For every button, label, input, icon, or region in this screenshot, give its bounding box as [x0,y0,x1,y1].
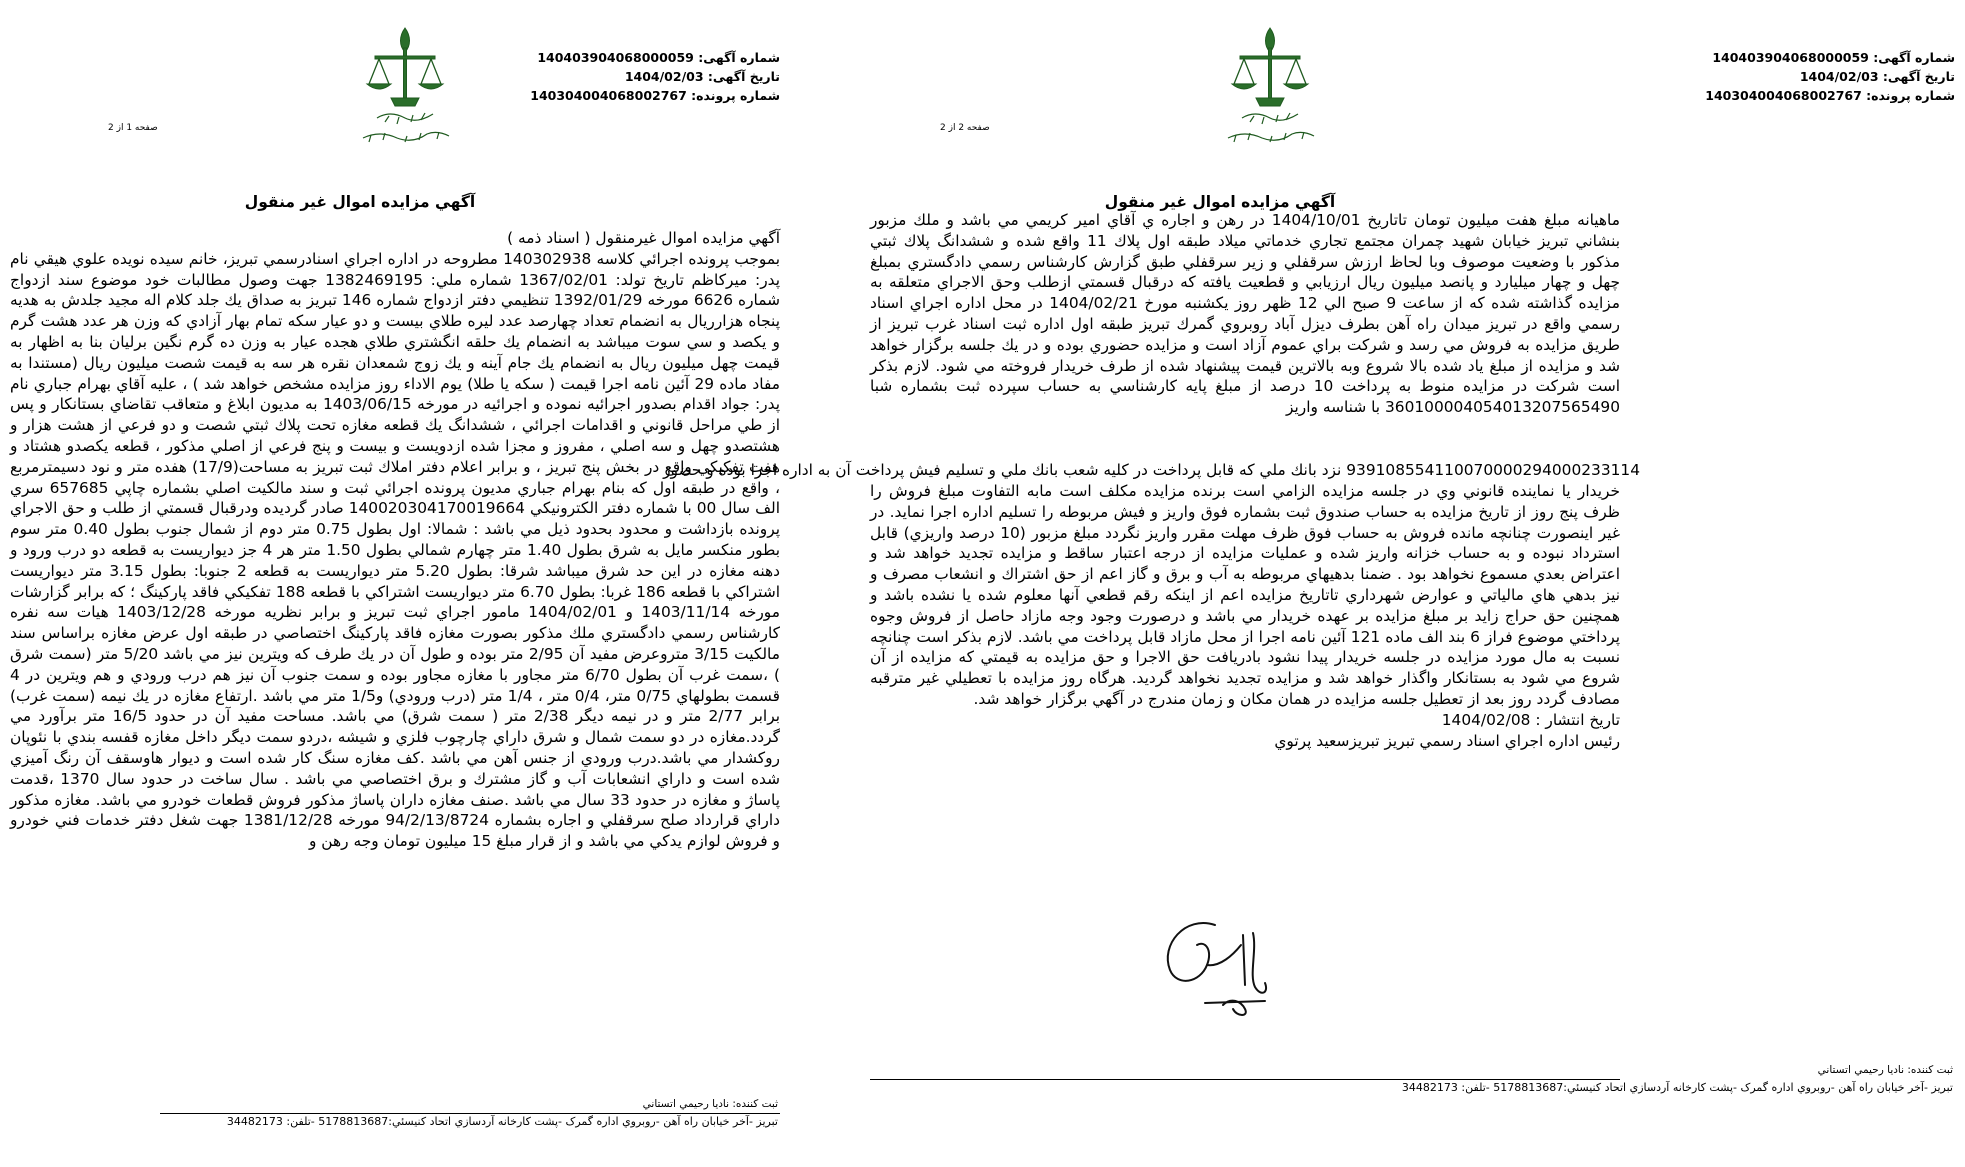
signature-icon [1145,905,1275,1025]
document-page-1 [0,0,790,1167]
page-number: صفحه 1 از 2 [108,123,158,133]
page-number: صفحه 2 از 2 [940,123,990,133]
footer-divider [160,1113,780,1114]
body-text [870,210,1620,418]
body-text [10,228,780,852]
ad-number: شماره آگهی: 140403904068000059 [537,50,780,65]
signatory: رئيس اداره اجراي اسناد رسمي تبريز تبريزسعيد پرتوي [1274,731,1620,750]
ad-number: شماره آگهی: 140403904068000059 [1712,50,1955,65]
footer-address: تبريز -آخر خيابان راه آهن -روبروي اداره گمرک -پشت كارخانه آردسازي اتحاد كنيسئي:5178813687 -تلفن: 34482173 [1401,1081,1953,1094]
registrar-label: ثبت کننده: ناديا رحيمي اتستاني [642,1098,778,1110]
body-text-continued [870,481,1620,751]
document-page-2 [663,0,1965,1167]
judiciary-emblem-icon [355,18,455,148]
body-paragraph-1: ماهيانه مبلغ هفت ميليون تومان تاتاريخ 1404/10/01 در رهن و اجاره ي آقاي امير كريمي مي باشد و ملك مزبور بنشاني تبريز خيابان شهيد چمران مجتمع تجاري خدماتي ميلاد طبقه اول پلاك 11 واقع شده و ششدانگ پلاك ثبتي مذكور با وضعيت موصوف وبا لحاظ ارزش سرقفلي و زير سرقفلي طبق گزارش كارشناس رسمي دادگستري بمبلغ چهل و چهار ميليارد و پانصد ميليون ريال ارزيابي و قطعيت يافته كه درقبال قسمتي ازطلب وحق الاجراي متعلقه به مزايده گذاشته شده كه از ساعت 9 صبح الي 12 ظهر روز يكشنبه مورخ 1404/02/21 در محل اداره اجراي اسناد رسمي واقع در تبريز ميدان راه آهن بطرف ديزل آباد روبروي گمرك تبريز طبقه اول اداره ثبت اسناد غرب تبريز از طريق مزايده به فروش مي رسد و شركت براي عموم آزاد است و مزايده حضوري بوده و در يك جلسه برگزار خواهد شد و مزايده از مبلغ ياد شده بالا شروع وبه بالاترين قيمت پيشنهاد شده از طرف خريدار فروخته مي شود. لازم بذكر است شركت در مزايده منوط به پرداخت 10 درصد از مبلغ پايه كارشناسي به حساب سپرده ثبت بشماره شبا 360100004054013207565490 با شناسه واريز [870,211,1620,417]
ad-date: تاریخ آگهی: 1404/02/03 [1799,69,1955,84]
ad-meta [530,48,780,105]
judiciary-emblem-icon [1220,18,1320,148]
body-paragraph-2: خريدار يا نماينده قانوني وي در جلسه مزايده الزامي است برنده مزايده مكلف است مابه التفاوت مبلغ فروش را ظرف پنج روز از تاريخ مزايده به حساب صندوق ثبت بشماره فوق واريز و فيش مربوطه را تسليم اداره اجرا نمايد. در غير اينصورت چنانچه مانده فروش به حساب فوق ظرف مهلت مقرر واريز نگردد مبلغ مزبور (10 درصد واريزي) قابل استرداد نبوده و به حساب خزانه واريز شده و عمليات مزايده از درجه اعتبار ساقط و مزايده تجديد خواهد شد و اعتراض بعدي مسموع نخواهد بود . ضمنا بدهيهاي مربوطه به آب و برق و گاز اعم از حق اشتراك و انشعاب مصرف و نيز بدهي هاي مالياتي و عوارض شهرداري تاتاريخ مزايده اعم از اينكه رقم قطعي آنها معلوم شده يا نشده باشد و همچنين حق حراج زايد بر مبلغ مزايده بر عهده خريدار مي باشد و درصورت وجود وجه مازاد حاصل از فروش وجوه پرداختي موضوع فراز 6 بند الف ماده 121 آئين نامه اجرا از محل مازاد قابل پرداخت مي باشد. لازم بذكر است چنانچه نسبت به مال مورد مزايده در جلسه خريدار پيدا نشود بادريافت حق الاجرا و حق مزايده به قيمتي كه مزايده از آن شروع مي شود به بستانكار واگذار خواهد شد و مزايده تجديد نخواهد گرديد. هرگاه روز مزايده با تعطيلي غير مترقبه مصادف گردد روز بعد از تعطيل جلسه مزايده در همان مكان و زمان مندرج در آگهي برگزار خواهد شد. [870,482,1620,708]
subtitle: آگهي مزايده اموال غيرمنقول ( اسناد ذمه ) [507,229,780,247]
footer-divider [870,1079,1620,1080]
iban-line [663,460,1640,481]
ad-meta [1705,48,1955,105]
iban-text: 939108554110070000294000233114 نزد بانك ملي كه قابل پرداخت در كليه شعب بانك ملي و تسليم فيش پرداخت آن به اداره اجرا بوده و حضور [663,461,1640,479]
footer-address: تبريز -آخر خيابان راه آهن -روبروي اداره گمرک -پشت كارخانه آردسازي اتحاد كنيسئي:5178813687 -تلفن: 34482173 [226,1115,778,1128]
registrar-label: ثبت کننده: ناديا رحيمي اتستاني [1817,1064,1953,1076]
body-paragraph: بموجب پرونده اجرائي كلاسه 140302938 مطروحه در اداره اجراي اسنادرسمي تبريز، خانم سيده نويده علوي هيقي نام پدر: ميركاظم تاريخ تولد: 1367/02/01 شماره ملي: 1382469195 جهت وصول مطالبات خود موضوع سند ازدواج شماره 6626 مورخه 1392/01/29 تنظيمي دفتر ازدواج شماره 146 تبريز به صداق يك جلد كلام اله مجيد جلدش به هديه پنجاه هزارريال به انضمام تعداد چهارصد عدد ليره طلاي بيست و دو عيار سكه تمام بهار آزادي كه وزن هر عدد هشت گرم و يكصد و سي سوت ميباشد به انضمام يك حلقه انگشتري طلاي هجده عيار به وزن ده گرم نگين برليان بنا به اظهار به قيمت چهل ميليون ريال به انضمام يك جام آينه و يك زوج شمعدان نقره هر سه به قيمت شصت ميليون ريال (مستندا به مفاد ماده 29 آئين نامه اجرا قيمت ( سكه يا طلا) يوم الاداء روز مزايده مشخص خواهد شد ) ، عليه آقاي بهرام جباري نام پدر: جواد اقدام بصدور اجرائيه نموده و اجرائيه در مورخه 1403/06/15 به مديون ابلاغ و متعاقب تقاضاي بستانكار و پس از طي مراحل قانوني و اقدامات اجرائي ، ششدانگ يك قطعه مغازه تحت پلاك ثبتي شصت و دو فرعي از هشت هزار و هشتصدو چهل و سه اصلي ، مفروز و مجزا شده ازدويست و بيست و پنج فرعي از اصلي مذكور ، قطعه يكصدو هشتاد و هفت تفكيكي واقع در بخش پنج تبريز ، و برابر اعلام دفتر املاك ثبت تبريز به مساحت(17/9) هفده متر و نود دسيمترمربع ، واقع در طبقه اول كه بنام بهرام جباري مديون پرونده اجرائي ثبت و سند مالكيت اصلي بشماره چاپي 657685 سري الف سال 00 با شماره دفتر الكترونيكي 140020304170019664 صادر گرديده ودرقبال قسمتي از طلب و حق الاجراي پرونده بازداشت و محدود بحدود ذيل مي باشد : شمالا: اول بطول 0.75 متر دوم از شمال جنوب بطول 0.40 متر سوم بطور منكسر مايل به شرق بطول 1.40 متر چهارم شمالي بطول 1.50 متر هر 4 جز ديواريست به قطعه دو درب ورود و دهنه مغازه در اين حد شرق ميباشد شرقا: بطول 5.20 متر ديواريست به قطعه 2 جنوبا: بطول 3.15 متر ديواريست اشتراكي با قطعه 186 غربا: بطول 6.70 متر ديواريست اشتراكي با قطعه 188 تفكيكي فاقد پاركينگ ؛ كه برابر گزارشات مورخه 1403/11/14 و 1404/02/01 مامور اجراي ثبت تبريز و برابر نظريه مورخه 1403/12/28 هيات سه نفره كارشناس رسمي دادگستري ملك مذكور بصورت مغازه فاقد پاركينگ اختصاصي در طبقه اول عرض مغازه براساس سند مالكيت 3/15 متروعرض مفيد آن 2/95 متر بوده و طول آن در يك طرف كه ويترين نيز مي باشد 5/20 متر (سمت شرق ) ،سمت غرب آن بطول 6/70 متر مجاور با مغازه مجاور بوده و سمت جنوب آن نيز هم درب ورودي و هم ويترين در 4 قسمت بطولهاي 0/75 متر، 0/4 متر ، 1/4 متر (درب ورودي) و1/5 متر مي باشد .ارتفاع مغازه در يك نيمه (سمت غرب) برابر 2/77 متر و در نيمه ديگر 2/38 متر ( سمت شرق) مي باشد. مساحت مفيد آن در حدود 16/5 متر برآورد مي گردد.مغازه در دو سمت شمال و شرق داراي چارچوب فلزي و شيشه ،دردو سمت ديگر داخل مغازه قفسه بندي با نئوپان روكشدار مي باشد.درب ورودي از جنس آهن مي باشد .كف مغازه سنگ كار شده است و ديوار هاوسقف آن رنگ آميزي شده است و داراي انشعابات آب و گاز مشترك و برق اختصاصي مي باشد . سال ساخت در حدود سال 1370 ،قدمت پاساژ و مغازه در حدود 33 سال مي باشد .صنف مغازه داران پاساژ مذكور فروش قطعات خودرو مي باشد. مغازه مذكور داراي قرارداد صلح سرقفلي و اجاره بشماره 94/2/13/8724 مورخه 1381/12/28 جهت شغل دفتر خدمات فني خودرو و فروش لوازم يدكي مي باشد و از قرار مبلغ 15 ميليون تومان وجه رهن و [10,249,781,851]
file-number: شماره پرونده: 140304004068002767 [1705,88,1955,103]
ad-date: تاریخ آگهی: 1404/02/03 [624,69,780,84]
document-title: آگهي مزايده اموال غير منقول [1104,193,1336,211]
publish-date: تاريخ انتشار : 1404/02/08 [1441,710,1620,729]
file-number: شماره پرونده: 140304004068002767 [530,88,780,103]
document-title: آگهي مزايده اموال غير منقول [244,193,476,211]
